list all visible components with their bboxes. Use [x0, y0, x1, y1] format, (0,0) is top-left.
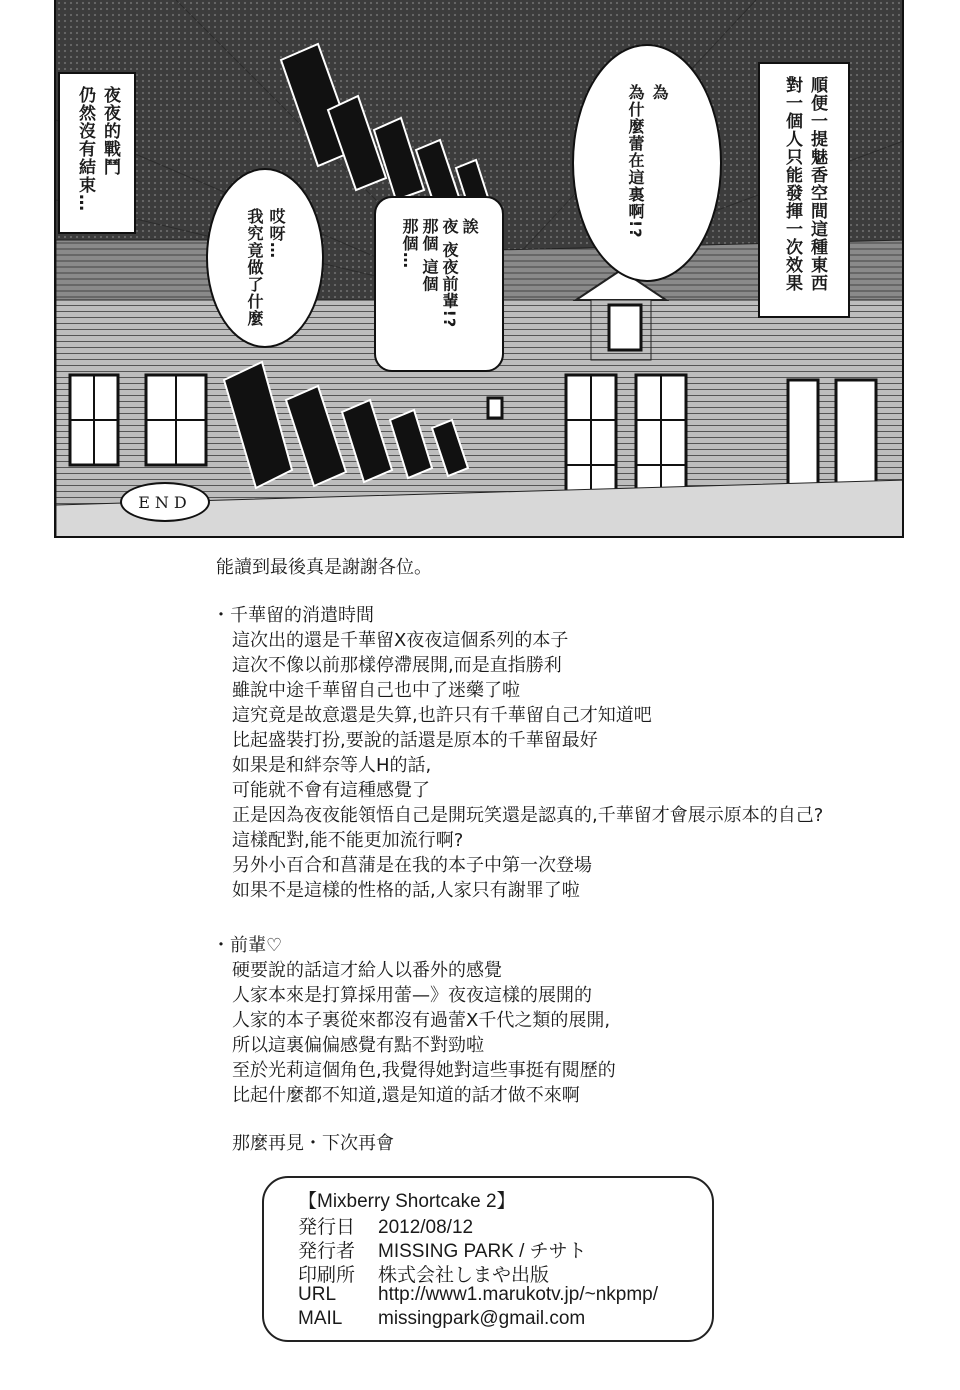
speech-bubble-why	[572, 44, 722, 282]
section1-line: 比起盛裝打扮,要說的話還是原本的千華留最好	[232, 730, 598, 751]
end-mark: END	[120, 482, 210, 522]
thanks-line: 能讀到最後真是謝謝各位。	[216, 557, 432, 578]
section1-line: 正是因為夜夜能領悟自己是開玩笑還是認真的,千華留才會展示原本的自己?	[232, 805, 824, 826]
section1-line: 這次不像以前那樣停滯展開,而是直指勝利	[232, 655, 562, 676]
section2-line: 人家本來是打算採用蕾—》夜夜這樣的展開的	[232, 985, 592, 1006]
colophon-value: 株式会社しまや出版	[378, 1265, 550, 1286]
section2-title: ・前輩♡	[212, 935, 283, 956]
colophon-row-printer	[298, 1260, 549, 1287]
caption-left	[58, 72, 136, 234]
colophon-row-date	[298, 1212, 473, 1239]
bubble-why-line-1: 為	[650, 84, 669, 101]
colophon-row-publisher	[298, 1236, 587, 1263]
colophon-key: MAIL	[298, 1308, 343, 1329]
colophon-key: 発行日	[298, 1217, 356, 1238]
bubble-why-line-2: 為什麼蕾在這裏啊!?	[626, 84, 645, 239]
section1-line: 如果不是這樣的性格的話,人家只有謝罪了啦	[232, 880, 580, 901]
section1-line: 雖說中途千華留自己也中了迷藥了啦	[232, 680, 520, 701]
caption-left-line-1: 夜夜的戰鬥	[100, 86, 120, 176]
bubble-eh-line-2: 夜 夜夜前輩!?	[440, 218, 459, 329]
sfx-top	[284, 86, 289, 87]
colophon-row-mail	[298, 1308, 585, 1330]
bubble-ouch-line-2: 我究竟做了什麼	[245, 208, 264, 327]
manga-panel	[54, 0, 904, 538]
speech-bubble-ouch	[206, 168, 324, 348]
section1-line: 可能就不會有這種感覺了	[232, 780, 430, 801]
farewell-line: 那麼再見・下次再會	[232, 1133, 394, 1154]
bubble-eh-line-3: 那個 這個	[420, 218, 439, 293]
colophon-key: URL	[298, 1284, 337, 1305]
colophon-value: MISSING PARK / チサト	[378, 1241, 587, 1262]
colophon-value: 2012/08/12	[378, 1217, 474, 1238]
caption-right-line-1: 順便一提魅香空間這種東西	[807, 76, 827, 292]
section1-line: 這樣配對,能不能更加流行啊?	[232, 830, 464, 851]
section1-title: ・千華留的消遣時間	[212, 605, 374, 626]
colophon-key: 発行者	[298, 1241, 356, 1262]
colophon-box	[262, 1176, 714, 1342]
colophon-url-link[interactable]: http://www1.marukotv.jp/~nkpmp/	[378, 1284, 659, 1305]
section1-line: 這次出的還是千華留X夜夜這個系列的本子	[232, 630, 569, 651]
caption-left-line-2: 仍然沒有結束…	[75, 86, 95, 212]
section1-line: 如果是和絆奈等人H的話,	[232, 755, 432, 776]
colophon-row-url	[298, 1284, 658, 1306]
section2-line: 人家的本子裏從來都沒有過蕾X千代之類的展開,	[232, 1010, 611, 1031]
colophon-title: 【Mixberry Shortcake 2】	[298, 1191, 516, 1212]
section1-line: 這究竟是故意還是失算,也許只有千華留自己才知道吧	[232, 705, 652, 726]
bubble-ouch-line-1: 哎呀…	[267, 208, 286, 259]
bubble-eh-line-1: 誒	[460, 218, 479, 235]
section2-line: 所以這裏偏偏感覺有點不對勁啦	[232, 1035, 484, 1056]
caption-right	[758, 62, 850, 318]
caption-right-line-2: 對一個人只能發揮一次效果	[782, 76, 802, 292]
section2-line: 硬要說的話這才給人以番外的感覺	[232, 960, 502, 981]
bubble-eh-line-4: 那個…	[400, 218, 419, 269]
section1-line: 另外小百合和菖蒲是在我的本子中第一次登場	[232, 855, 592, 876]
speech-bubble-eh	[374, 196, 504, 372]
colophon-key: 印刷所	[298, 1265, 356, 1286]
section2-line: 至於光莉這個角色,我覺得她對這些事挺有閱歷的	[232, 1060, 616, 1081]
section2-line: 比起什麼都不知道,還是知道的話才做不來啊	[232, 1085, 580, 1106]
sfx-bottom	[226, 420, 231, 421]
colophon-mail-link[interactable]: missingpark@gmail.com	[378, 1308, 586, 1329]
